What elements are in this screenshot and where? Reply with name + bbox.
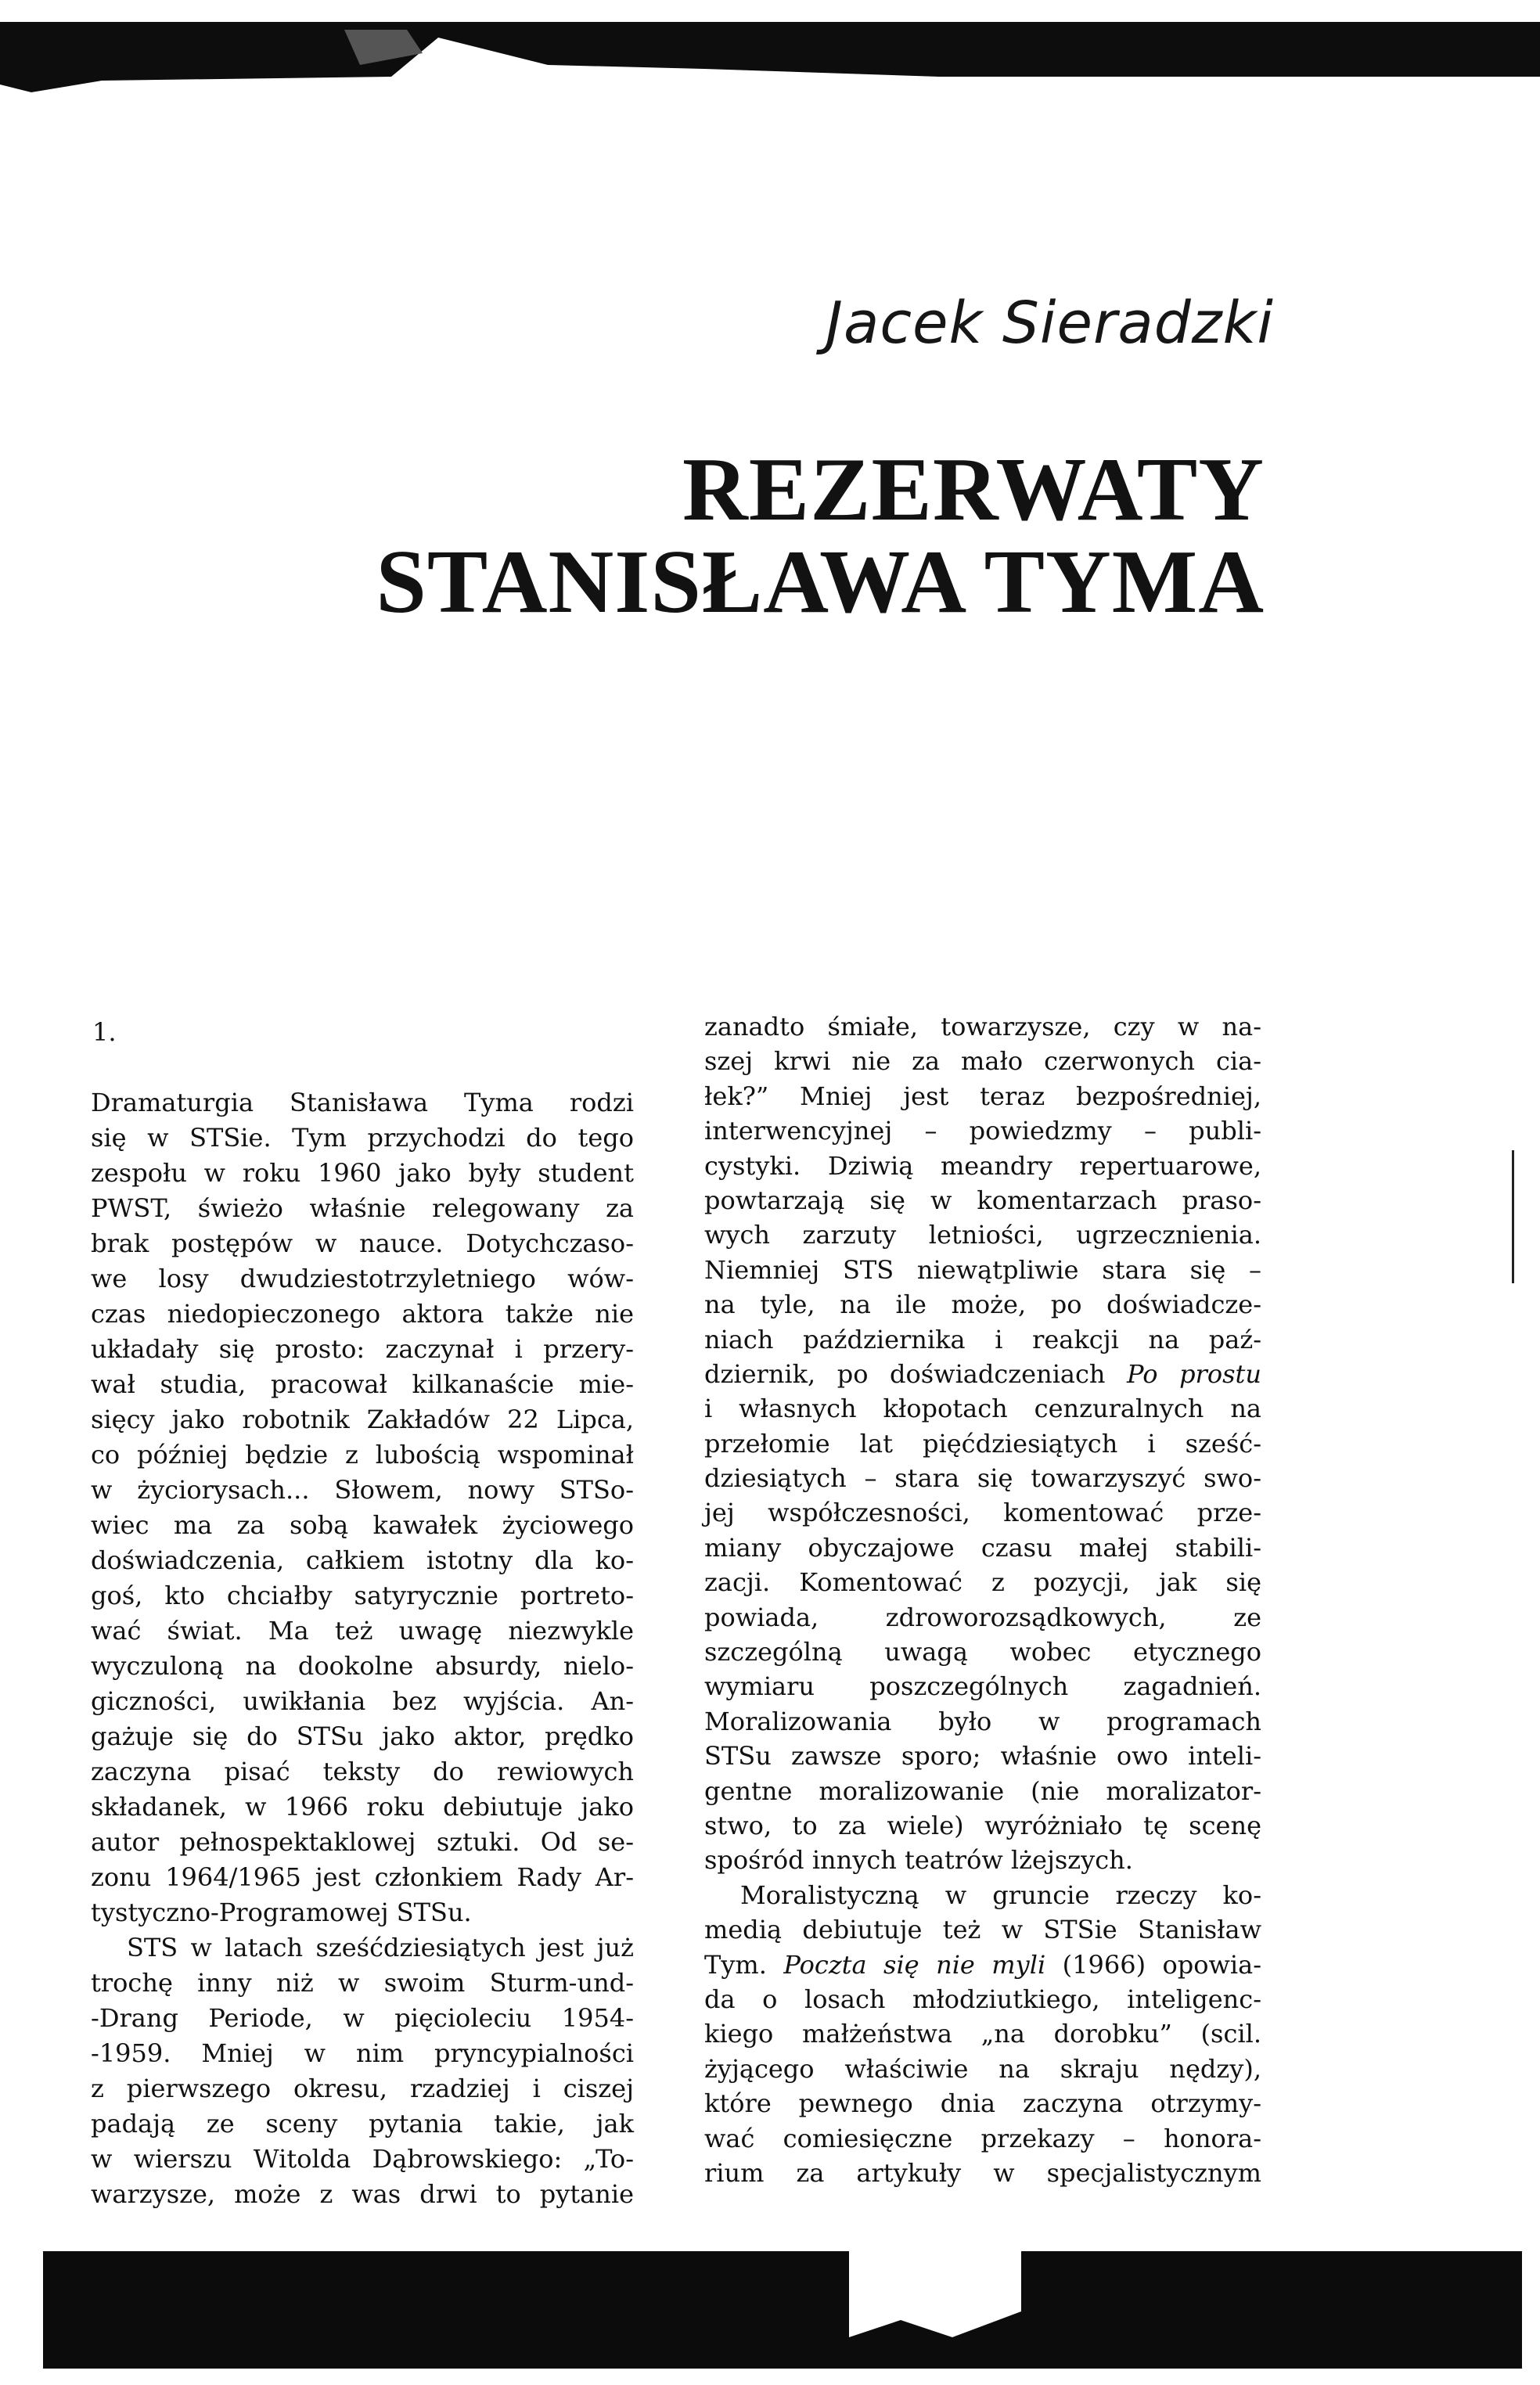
text-line: i własnych kłopotach cenzuralnych na [704, 1394, 1261, 1424]
text-line: miany obyczajowe czasu małej stabili- [704, 1532, 1261, 1563]
text-line: PWST, świeżo właśnie relegowany za [91, 1193, 634, 1223]
text-line: Moralistyczną w gruncie rzeczy ko- [740, 1880, 1261, 1910]
text-line: brak postępów w nauce. Dotychczaso- [91, 1228, 634, 1258]
text-line: medią debiutuje też w STSie Stanisław [704, 1915, 1261, 1945]
text-line: w życiorysach... Słowem, nowy STSo- [91, 1475, 634, 1505]
text-line: składanek, w 1966 roku debiutuje jako [91, 1792, 634, 1822]
italic-title: Po prostu [1127, 1358, 1261, 1389]
text-line: zonu 1964/1965 jest członkiem Rady Ar- [91, 1862, 634, 1892]
text-line: żyjącego właściwie na skraju nędzy), [704, 2053, 1261, 2084]
text-line: wych zarzuty letniości, ugrzecznienia. [704, 1220, 1261, 1250]
text-line: STSu zawsze sporo; właśnie owo inteli- [704, 1741, 1261, 1772]
text-line: rium za artykuły w specjalistycznym [704, 2157, 1261, 2188]
scan-top-edge-band [0, 22, 1540, 92]
text-line: wyczuloną na dookolne absurdy, nielo- [91, 1651, 634, 1681]
text-line: z pierwszego okresu, rzadziej i ciszej [91, 2074, 634, 2103]
text-line: stwo, to za wiele) wyróżniało tę scenę [704, 1810, 1261, 1840]
italic-title: Poczta się nie myli [783, 1949, 1046, 1980]
scan-top-edge-shape [0, 22, 1540, 92]
text-line: wiec ma za sobą kawałek życiowego [91, 1510, 634, 1540]
author-name: Jacek Sieradzki [826, 290, 1274, 357]
text-line: kiego małżeństwa „na dorobku” (scil. [704, 2019, 1261, 2049]
left-text-column [91, 1085, 634, 2212]
text-line: dziesiątych – stara się towarzyszyć swo- [704, 1463, 1261, 1494]
text-line: układały się prosto: zaczynał i przery- [91, 1334, 634, 1364]
text-line: powtarzają się w komentarzach praso- [704, 1185, 1261, 1215]
text-line: -1959. Mniej w nim pryncypialności [91, 2038, 634, 2068]
text-line: autor pełnospektaklowej sztuki. Od se- [91, 1827, 634, 1857]
right-text-column [704, 1009, 1261, 2190]
text-line: wać comiesięczne przekazy – honora- [704, 2123, 1261, 2153]
text-line: interwencyjnej – powiedzmy – publi- [704, 1116, 1261, 1146]
text-line: sięcy jako robotnik Zakładów 22 Lipca, [91, 1405, 634, 1434]
text-segment: (1966) opowia- [1045, 1949, 1262, 1980]
scan-margin-mark [1512, 1150, 1514, 1283]
text-line: niach października i reakcji na paź- [704, 1324, 1261, 1354]
text-line: wać świat. Ma też uwagę niezwykle [91, 1616, 634, 1646]
text-line: giczności, uwikłania bez wyjścia. An- [91, 1686, 634, 1716]
text-line: które pewnego dnia zaczyna otrzymy- [704, 2088, 1261, 2119]
text-line: spośród innych teatrów lżejszych. [704, 1845, 1133, 1876]
section-number: 1. [92, 1017, 117, 1047]
text-line: tystyczno-Programowej STSu. [91, 1898, 472, 1927]
text-line: Moralizowania było w programach [704, 1706, 1261, 1736]
text-line: padają ze sceny pytania takie, jak [91, 2109, 634, 2139]
text-line: czas niedopieczonego aktora także nie [91, 1299, 634, 1329]
text-line: jej współczesności, komentować prze- [704, 1498, 1261, 1528]
text-line: -Drang Periode, w pięcioleciu 1954- [91, 2003, 634, 2033]
text-line: STS w latach sześćdziesiątych jest już [127, 1933, 634, 1962]
article-title-line-1: REZERWATY [682, 440, 1265, 540]
text-line: szej krwi nie za mało czerwonych cia- [704, 1046, 1261, 1077]
text-line: da o losach młodziutkiego, inteligenc- [704, 1984, 1261, 2014]
scan-bottom-notch [849, 2251, 1021, 2337]
text-line: powiada, zdroworozsądkowych, ze [704, 1602, 1261, 1632]
text-line [704, 1357, 1261, 1391]
article-title-line-2: STANISŁAWA TYMA [376, 532, 1265, 632]
text-line: warzysze, może z was drwi to pytanie [91, 2179, 634, 2209]
text-segment: dziernik, po doświadczeniach [704, 1358, 1128, 1389]
text-line: się w STSie. Tym przychodzi do tego [91, 1123, 634, 1153]
text-segment: Tym. [704, 1949, 784, 1980]
text-line: Dramaturgia Stanisława Tyma rodzi [91, 1088, 634, 1117]
text-line [704, 1948, 1261, 1982]
text-line: zacji. Komentować z pozycji, jak się [704, 1567, 1261, 1598]
text-line: wał studia, pracował kilkanaście mie- [91, 1369, 634, 1399]
text-line: gażuje się do STSu jako aktor, prędko [91, 1721, 634, 1751]
text-line: szczególną uwagą wobec etycznego [704, 1637, 1261, 1667]
text-line: co później będzie z lubością wspominał [91, 1440, 634, 1469]
text-line: zespołu w roku 1960 jako były student [91, 1158, 634, 1188]
text-line: zaczyna pisać teksty do rewiowych [91, 1757, 634, 1786]
text-line: cystyki. Dziwią meandry repertuarowe, [704, 1150, 1261, 1181]
text-line: gentne moralizowanie (nie moralizator- [704, 1775, 1261, 1806]
text-line: łek?” Mniej jest teraz bezpośredniej, [704, 1081, 1261, 1111]
text-line: wymiaru poszczególnych zagadnień. [704, 1671, 1261, 1702]
text-line: na tyle, na ile może, po doświadcze- [704, 1290, 1261, 1320]
text-line: doświadczenia, całkiem istotny dla ko- [91, 1545, 634, 1575]
text-line: we losy dwudziestotrzyletniego wów- [91, 1264, 634, 1293]
text-line: goś, kto chciałby satyrycznie portreto- [91, 1581, 634, 1610]
text-line: trochę inny niż w swoim Sturm-und- [91, 1968, 634, 1998]
scan-bottom-edge-band [43, 2251, 1522, 2369]
text-line: Niemniej STS niewątpliwie stara się – [704, 1254, 1261, 1285]
text-line: w wierszu Witolda Dąbrowskiego: „To- [91, 2144, 634, 2174]
text-line: przełomie lat pięćdziesiątych i sześć- [704, 1428, 1261, 1459]
text-line: zanadto śmiałe, towarzysze, czy w na- [704, 1012, 1261, 1041]
